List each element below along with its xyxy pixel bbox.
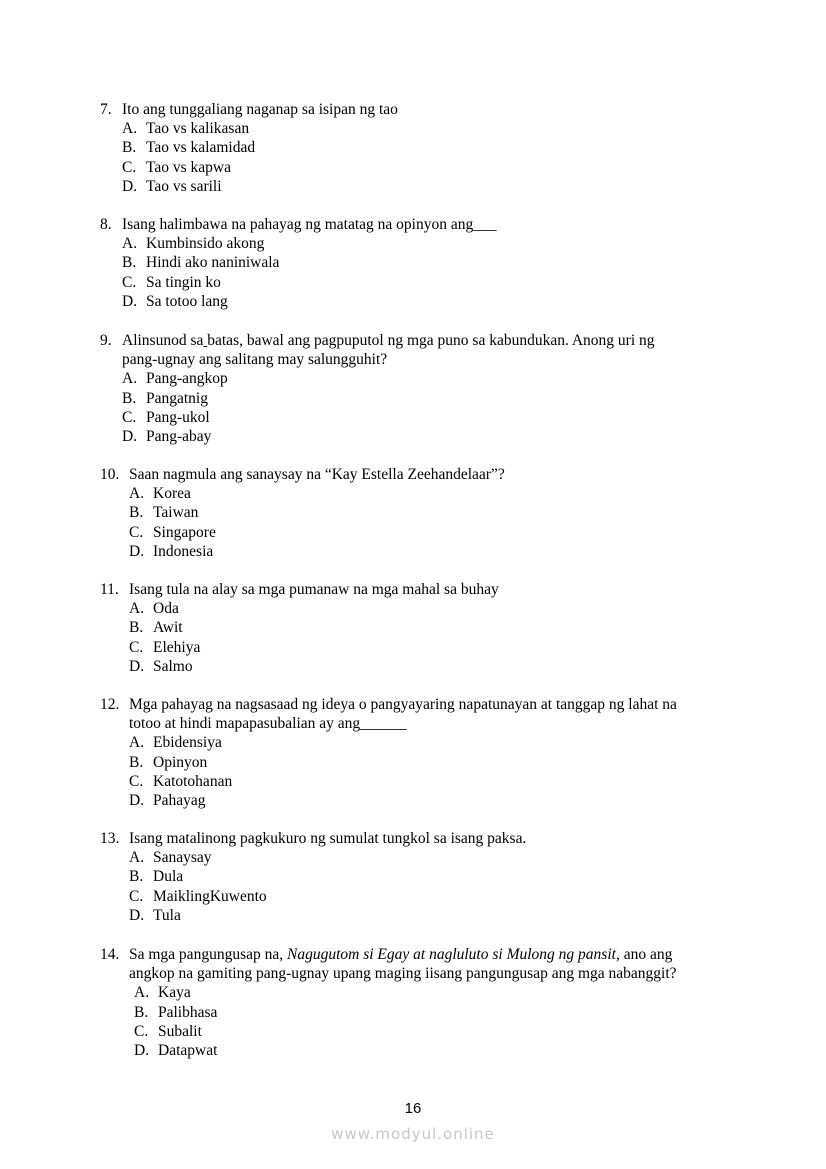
question-13 xyxy=(100,829,526,925)
option-c: C. Singapore xyxy=(129,523,216,541)
option-c: C. Pang-ukol xyxy=(122,408,210,426)
option-b: B. Opinyon xyxy=(129,753,208,771)
question-stem: Alinsunod sa batas, bawal ang pagpuputol ng mga puno sa kabundukan. Anong uri ng xyxy=(122,332,655,349)
italic-sentence: Nagugutom si Egay at nagluluto si Mulong ng pansit xyxy=(286,946,616,963)
option-a: A. Pang-angkop xyxy=(122,370,228,388)
question-number: 13. xyxy=(100,830,120,847)
option-a: A. Oda xyxy=(129,600,179,618)
option-b: B. Taiwan xyxy=(129,504,199,522)
question-stem-line2: totoo at hindi mapapasubalian ay ang______ xyxy=(129,715,407,733)
watermark: www.modyul.online xyxy=(331,1125,495,1143)
question-stem: Saan nagmula ang sanaysay na “Kay Estella Zeehandelaar”? xyxy=(129,466,505,483)
option-a: A. Korea xyxy=(129,485,191,503)
option-d: D. Indonesia xyxy=(129,542,214,560)
question-8 xyxy=(100,215,496,311)
question-stem: Sa mga pangungusap na, Nagugutom si Egay at nagluluto si Mulong ng pansit, ano ang xyxy=(129,946,673,963)
question-12 xyxy=(100,695,677,810)
option-a: A. Tao vs kalikasan xyxy=(122,120,250,138)
question-stem: Isang halimbawa na pahayag ng matatag na opinyon ang___ xyxy=(122,216,497,233)
option-d: D. Tao vs sarili xyxy=(122,177,222,195)
option-c: C. Katotohanan xyxy=(129,772,233,790)
question-stem-line2: angkop na gamiting pang-ugnay upang maging iisang pangungusap ang mga nabanggit? xyxy=(129,965,677,983)
option-a: A. Sanaysay xyxy=(129,849,212,867)
option-d: D. Tula xyxy=(129,906,181,924)
option-list xyxy=(129,599,499,676)
question-14 xyxy=(100,945,677,1060)
option-c: C. Sa tingin ko xyxy=(122,273,221,291)
option-list xyxy=(122,119,398,196)
question-stem-line2: pang-ugnay ang salitang may salungguhit? xyxy=(122,351,388,369)
option-list xyxy=(129,733,677,810)
question-stem: Mga pahayag na nagsasaad ng ideya o pangyayaring napatunayan at tanggap ng lahat na xyxy=(129,696,677,713)
option-d: D. Datapwat xyxy=(134,1042,218,1060)
page-number: 16 xyxy=(404,1100,422,1117)
question-stem: Ito ang tunggaliang naganap sa isipan ng tao xyxy=(122,101,398,118)
option-b: B. Dula xyxy=(129,868,184,886)
option-c: C. Subalit xyxy=(134,1022,202,1040)
question-number: 14. xyxy=(100,946,120,963)
option-c: C. MaiklingKuwento xyxy=(129,887,267,905)
option-c: C. Tao vs kapwa xyxy=(122,158,232,176)
option-b: B. Palibhasa xyxy=(134,1003,218,1021)
question-number: 8. xyxy=(100,216,112,233)
question-11 xyxy=(100,580,499,676)
question-number: 7. xyxy=(100,101,112,118)
question-7 xyxy=(100,100,398,196)
option-d: D. Salmo xyxy=(129,657,193,675)
question-9 xyxy=(100,331,655,446)
option-b: B. Tao vs kalamidad xyxy=(122,139,256,157)
question-number: 9. xyxy=(100,332,112,349)
option-b: B. Pangatnig xyxy=(122,389,208,407)
question-10 xyxy=(100,465,505,561)
option-d: D. Pang-abay xyxy=(122,428,212,446)
question-number: 11. xyxy=(100,581,119,598)
option-list xyxy=(134,983,677,1060)
option-list xyxy=(122,369,655,446)
option-b: B. Awit xyxy=(129,619,183,637)
question-stem: Isang matalinong pagkukuro ng sumulat tungkol sa isang paksa. xyxy=(129,830,527,847)
option-a: A. Kumbinsido akong xyxy=(122,235,265,253)
option-a: A. Kaya xyxy=(134,984,191,1002)
option-d: D. Sa totoo lang xyxy=(122,292,228,310)
option-c: C. Elehiya xyxy=(129,638,201,656)
option-a: A. Ebidensiya xyxy=(129,734,222,752)
option-list xyxy=(122,234,496,311)
option-b: B. Hindi ako naniniwala xyxy=(122,254,280,272)
option-d: D. Pahayag xyxy=(129,792,206,810)
question-number: 10. xyxy=(100,466,120,483)
question-number: 12. xyxy=(100,696,120,713)
question-stem: Isang tula na alay sa mga pumanaw na mga mahal sa buhay xyxy=(129,581,499,598)
option-list xyxy=(129,848,526,925)
option-list xyxy=(129,484,505,561)
